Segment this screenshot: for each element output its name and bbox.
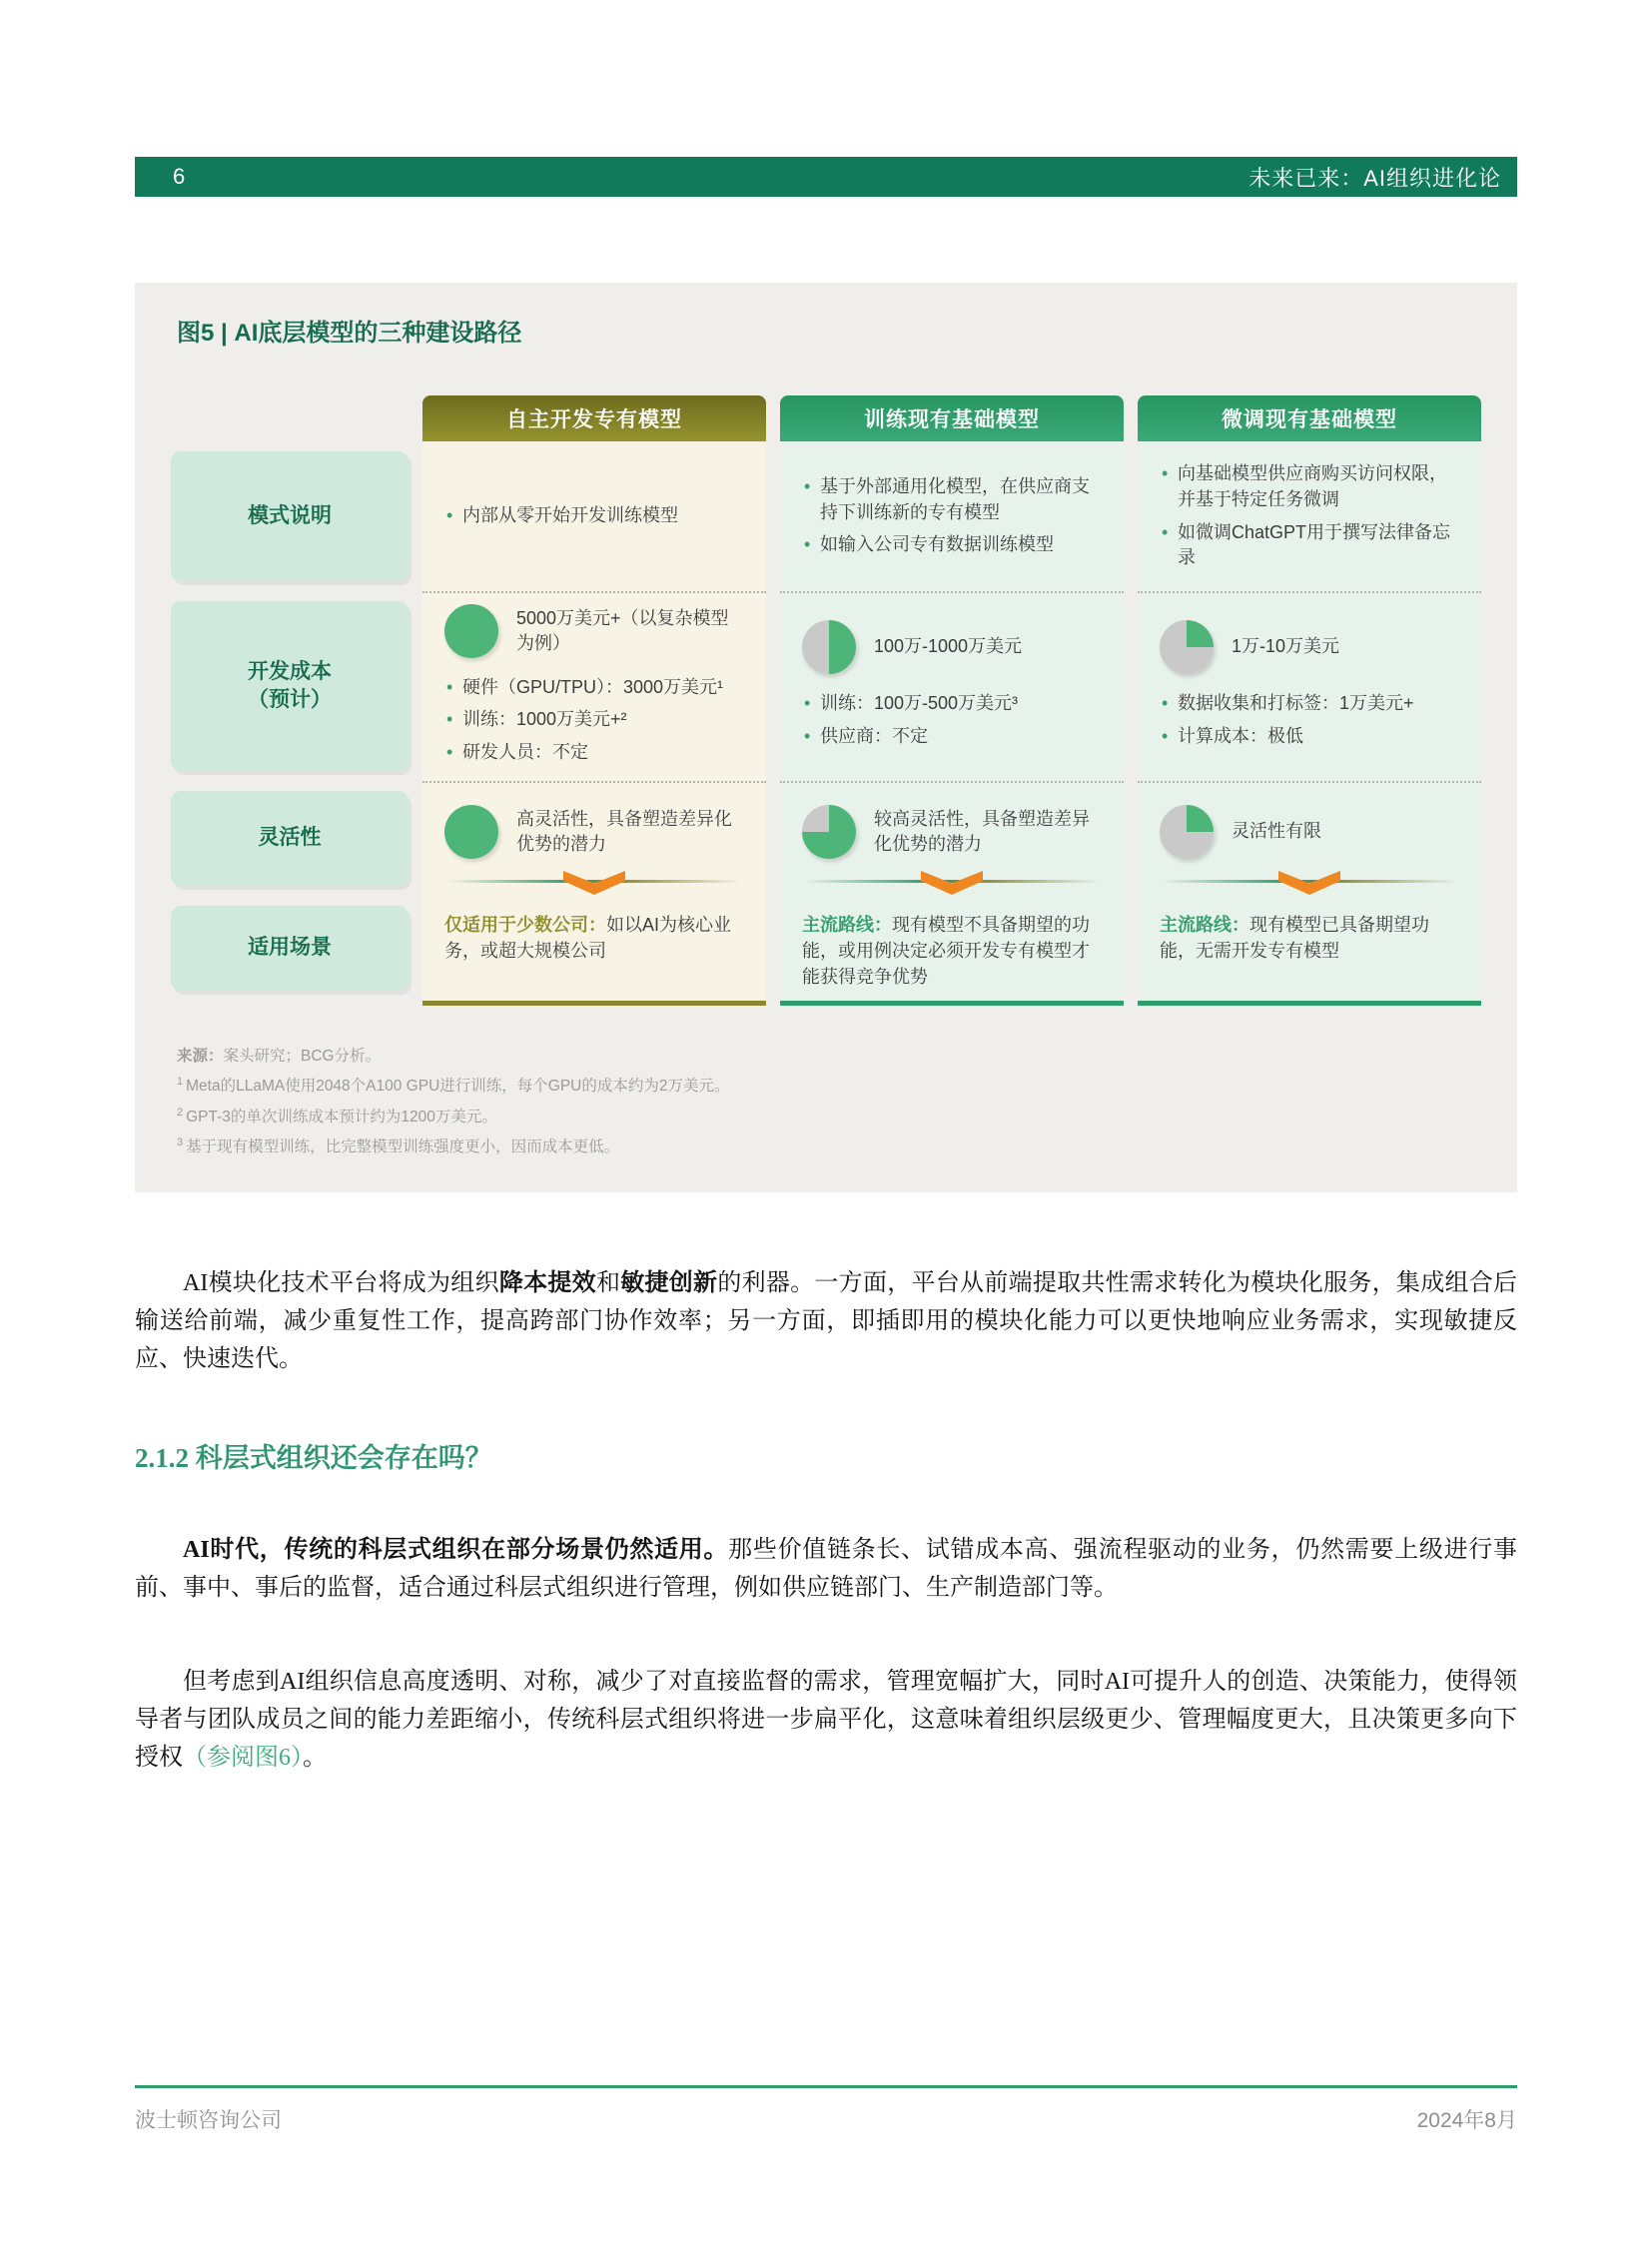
flex-text: 灵活性有限: [1232, 821, 1321, 842]
bullet-item: • 基于外部通用化模型，在供应商支持下训练新的专有模型: [802, 474, 1102, 525]
row-label-fit: [171, 906, 409, 991]
body-text: [135, 1264, 1517, 1777]
fit-body: 如以AI为核心业务，或超大规模公司: [444, 915, 732, 962]
row-label-text: 适用场景: [248, 936, 332, 960]
paragraph-modular-platform: [135, 1264, 1517, 1378]
arrow-zone: [1160, 870, 1459, 896]
fit-body: 现有模型不具备期望的功能，或用例决定必须开发专有模型才能获得竞争优势: [802, 915, 1090, 988]
cell-mode-col1: [422, 441, 766, 591]
column-train-existing: [780, 395, 1124, 1006]
text-run: 和: [595, 1270, 621, 1297]
bullet-item: • 计算成本：极低: [1160, 724, 1459, 750]
cell-fit-col3: [1138, 896, 1481, 1001]
footer-date: 2024年8月: [1416, 2109, 1517, 2132]
source-line: [177, 1042, 1497, 1072]
cost-pie-label: 1万-10万美元: [1232, 636, 1340, 657]
flex-text: 较高灵活性，具备塑造差异化优势的潜力: [874, 808, 1090, 854]
cell-flex-col2: [780, 781, 1124, 896]
footnote-text: GPT-3的单次训练成本预计约为1200万美元。: [186, 1108, 497, 1125]
footnote-marker: 1: [177, 1076, 184, 1089]
row-label-mode: [171, 451, 409, 581]
cell-flex-col1: [422, 781, 766, 896]
cost-pie-label: 100万-1000万美元: [874, 636, 1023, 657]
bullet-item: • 如输入公司专有数据训练模型: [802, 532, 1102, 558]
footnote-2: [177, 1103, 1497, 1132]
column-panel-self-develop: [422, 441, 766, 1006]
column-self-develop: [422, 395, 766, 1006]
cross-reference-figure-6[interactable]: （参阅图6）: [183, 1745, 303, 1772]
page-header-bar: [135, 157, 1517, 197]
chevron-down-icon: [563, 871, 625, 895]
text-run-bold: AI时代，传统的科层式组织在部分场景仍然适用。: [183, 1537, 729, 1564]
paragraph-hierarchy-still-applies: [135, 1531, 1517, 1607]
footnote-marker: 2: [177, 1106, 184, 1119]
bullet-item: • 训练：1000万美元+²: [444, 707, 744, 733]
flex-pie-quarter-icon: [1160, 805, 1214, 859]
page-number: 6: [173, 164, 186, 189]
column-header-finetune-existing: 微调现有基础模型: [1138, 395, 1481, 441]
fit-lead: 主流路线：: [802, 915, 892, 935]
figure-table: [155, 395, 1497, 1006]
row-label-flexibility: [171, 791, 409, 886]
bullet-item: • 研发人员：不定: [444, 740, 744, 766]
label-band-fit: [171, 896, 409, 1001]
column-finetune-existing: [1138, 395, 1481, 1006]
footer-company: 波士顿咨询公司: [135, 2109, 282, 2132]
column-header-train-existing: 训练现有基础模型: [780, 395, 1124, 441]
cell-fit-col2: [780, 896, 1124, 1001]
cost-pie-quarter-icon: [1160, 620, 1214, 674]
section-heading-2-1-2: 2.1.2 科层式组织还会存在吗？: [135, 1443, 492, 1474]
figure-title: 图5 | AI底层模型的三种建设路径: [177, 320, 522, 347]
row-label-text: 模式说明: [248, 503, 332, 527]
column-panel-train-existing: [780, 441, 1124, 1006]
cell-mode-col2: [780, 441, 1124, 591]
figure-5-panel: [135, 283, 1517, 1192]
source-label: 来源：: [177, 1048, 224, 1065]
bullet-item: • 供应商：不定: [802, 724, 1102, 750]
bullet-item: • 数据收集和打标签：1万美元+: [1160, 691, 1459, 717]
cost-pie-half-icon: [802, 620, 856, 674]
footnote-3: [177, 1132, 1497, 1162]
text-run: 。: [303, 1745, 327, 1772]
column-header-self-develop: 自主开发专有模型: [422, 395, 766, 441]
cell-fit-col1: [422, 896, 766, 1001]
gradient-line: [804, 880, 1100, 883]
row-label-cost: [171, 601, 409, 771]
text-run-bold: 敏捷创新: [620, 1270, 718, 1297]
text-run: 但考虑到AI组织信息高度透明、对称，减少了对直接监督的需求，管理宽幅扩大，同时AI可提升人的创造、决策能力，使得领导者与团队成员之间的能力差距缩小，传统科层式组织将进一步扁平化，这意味着组织层级更少、管理幅度更大，且决策更多向下授权: [135, 1669, 1517, 1772]
figure-footnotes: [177, 1042, 1497, 1162]
cost-pie-label: 5000万美元+（以复杂模型为例）: [516, 607, 729, 653]
label-column-spacer: [171, 395, 409, 441]
row-label-text-line2: （预计）: [248, 688, 332, 711]
text-run: 的利器。一方面，平台从前端提取共性需求转化为模块化服务，集成组合后输送给前端，减少重复性工作，提高跨部门协作效率；另一方面，即插即用的模块化能力可以更快地响应业务需求，实现敏捷反应、快速迭代。: [135, 1270, 1518, 1373]
row-label-text: 灵活性: [258, 826, 322, 850]
cell-cost-col3: [1138, 591, 1481, 781]
label-band-cost: [171, 591, 409, 781]
cell-flex-col3: [1138, 781, 1481, 896]
page-footer: [135, 2085, 1517, 2134]
fit-lead: 主流路线：: [1160, 915, 1249, 935]
cell-mode-col3: [1138, 441, 1481, 591]
source-text: 案头研究；BCG分析。: [223, 1048, 382, 1065]
arrow-zone: [444, 870, 744, 896]
text-run: 那些价值链条长、试错成本高、强流程驱动的业务，仍然需要上级进行事前、事中、事后的监督，适合通过科层式组织进行管理，例如供应链部门、生产制造部门等。: [135, 1537, 1518, 1602]
text-run: AI模块化技术平台将成为组织: [183, 1270, 499, 1297]
flex-pie-full-icon: [444, 805, 498, 859]
row-label-text: 开发成本: [248, 659, 332, 683]
label-band-flexibility: [171, 781, 409, 896]
document-title: 未来已来：AI组织进化论: [1248, 165, 1501, 191]
flex-pie-threequarter-icon: [802, 805, 856, 859]
fit-body: 现有模型已具备期望功能，无需开发专有模型: [1160, 915, 1429, 962]
label-band-mode: [171, 441, 409, 591]
bullet-item: • 训练：100万-500万美元³: [802, 691, 1102, 717]
column-panel-finetune-existing: [1138, 441, 1481, 1006]
arrow-zone: [802, 870, 1102, 896]
gradient-line: [446, 880, 742, 883]
chevron-down-icon: [921, 871, 983, 895]
cost-pie-full-icon: [444, 604, 498, 658]
paragraph-flattening: [135, 1663, 1517, 1777]
gradient-line: [1162, 880, 1457, 883]
bullet-item: • 内部从零开始开发训练模型: [444, 503, 744, 529]
chevron-down-icon: [1278, 871, 1340, 895]
cell-cost-col1: [422, 591, 766, 781]
text-run-bold: 降本提效: [498, 1270, 596, 1297]
footnote-text: Meta的LLaMA使用2048个A100 GPU进行训练，每个GPU的成本约为2万美元。: [186, 1078, 730, 1096]
bullet-item: • 向基础模型供应商购买访问权限，并基于特定任务微调: [1160, 461, 1459, 512]
fit-lead: 仅适用于少数公司：: [444, 915, 606, 935]
footnote-1: [177, 1072, 1497, 1102]
cell-cost-col2: [780, 591, 1124, 781]
row-label-column: [171, 395, 409, 1006]
footnote-text: 基于现有模型训练，比完整模型训练强度更小，因而成本更低。: [186, 1138, 620, 1156]
bullet-item: • 硬件（GPU/TPU）：3000万美元¹: [444, 675, 744, 701]
bullet-item: • 如微调ChatGPT用于撰写法律备忘录: [1160, 520, 1459, 571]
flex-text: 高灵活性，具备塑造差异化优势的潜力: [516, 808, 732, 854]
footnote-marker: 3: [177, 1135, 184, 1148]
